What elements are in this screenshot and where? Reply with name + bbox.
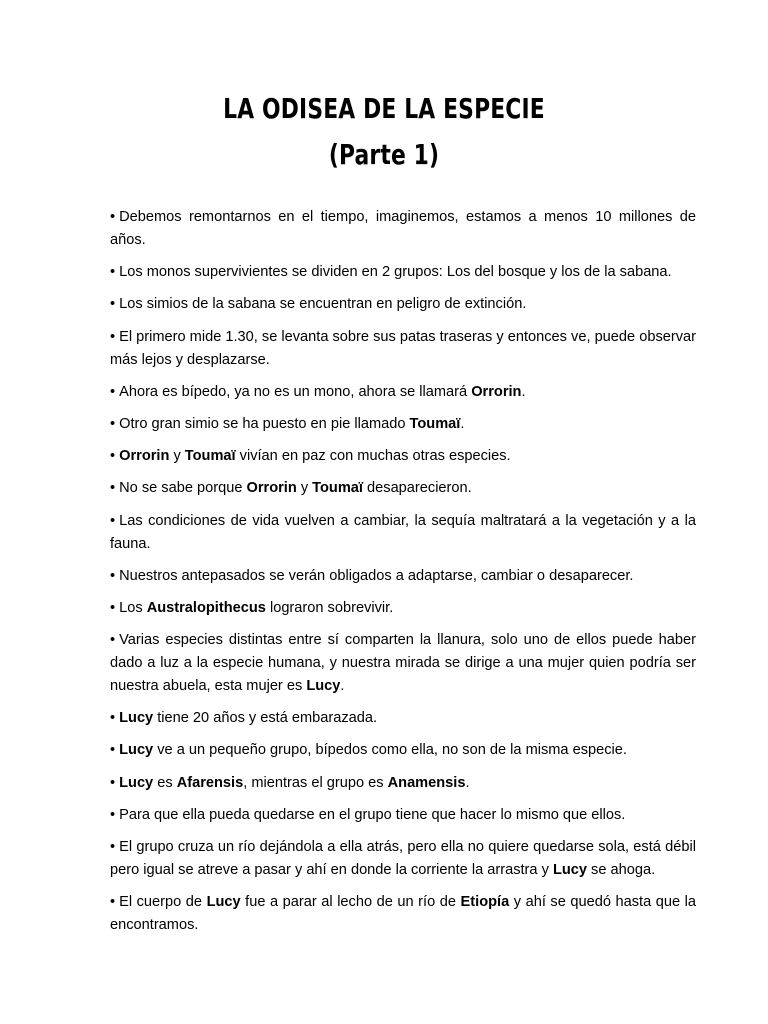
bold-term: Anamensis — [387, 774, 466, 791]
bullet-item — [110, 707, 696, 730]
text-segment: Varias especies distintas entre sí comparten la llanura, solo uno de ellos puede haber dado a luz a la especie humana, y nuestra mirada se dirige a una mujer quien podría ser nuestra abuela, esta mujer es — [110, 632, 696, 695]
bold-term: Orrorin — [471, 383, 522, 400]
document-title — [0, 86, 768, 178]
text-segment: , mientras el grupo es — [243, 774, 388, 791]
title-subtitle: (Parte 1) — [328, 138, 440, 171]
text-segment: . — [465, 774, 470, 791]
bold-term: Lucy — [119, 742, 154, 759]
text-segment: Nuestros antepasados se verán obligados a adaptarse, cambiar o desaparecer. — [119, 567, 634, 584]
bullet-item — [110, 445, 696, 468]
text-segment: Otro gran simio se ha puesto en pie llamado — [119, 415, 410, 432]
bullet-item — [110, 293, 696, 316]
text-segment: Las condiciones de vida vuelven a cambiar, la sequía maltratará a la vegetación y a la fauna. — [110, 512, 696, 552]
bullet-marker: • — [110, 296, 116, 313]
title-main: LA ODISEA DE LA ESPECIE — [223, 92, 545, 125]
bullet-item — [110, 629, 696, 698]
bullet-marker: • — [110, 512, 116, 529]
text-segment: . — [521, 383, 526, 400]
bullet-marker: • — [110, 632, 116, 649]
bullet-item — [110, 510, 696, 556]
bold-term: Lucy — [206, 894, 241, 911]
text-segment: desaparecieron. — [362, 480, 472, 497]
bullet-marker: • — [110, 415, 116, 432]
bullet-marker: • — [110, 806, 116, 823]
text-segment: Los — [119, 599, 147, 616]
bullet-marker: • — [110, 742, 116, 759]
bullet-marker: • — [110, 448, 116, 465]
text-segment: . — [460, 415, 465, 432]
text-segment: y — [296, 480, 313, 497]
bold-term: Toumaï — [409, 415, 461, 432]
bold-term: Toumaï — [312, 480, 363, 497]
bullet-marker: • — [110, 774, 116, 791]
bullet-list — [110, 206, 696, 946]
bullet-item — [110, 772, 696, 795]
text-segment: ve a un pequeño grupo, bípedos como ella, no son de la misma especie. — [153, 742, 627, 759]
text-segment: Los simios de la sabana se encuentran en peligro de extinción. — [119, 296, 527, 313]
bullet-item — [110, 326, 696, 372]
text-segment: Para que ella pueda quedarse en el grupo tiene que hacer lo mismo que ellos. — [119, 806, 626, 823]
bold-term: Orrorin — [246, 480, 297, 497]
bold-term: Afarensis — [176, 774, 244, 791]
text-segment: vivían en paz con muchas otras especies. — [235, 448, 511, 465]
text-segment: . — [340, 678, 345, 695]
text-segment: tiene 20 años y está embarazada. — [153, 710, 378, 727]
text-segment: y ahí se quedó hasta que la encontramos. — [110, 894, 697, 934]
bold-term: Lucy — [552, 862, 587, 878]
bullet-marker: • — [110, 383, 116, 400]
bullet-item — [110, 836, 696, 882]
bold-term: Lucy — [119, 774, 154, 791]
bold-term: Orrorin — [119, 448, 170, 465]
text-segment: lograron sobrevivir. — [265, 599, 394, 616]
bullet-item — [110, 891, 696, 937]
bullet-item — [110, 477, 696, 500]
bullet-marker: • — [110, 839, 116, 855]
bullet-item — [110, 597, 696, 620]
text-segment: fue a parar al lecho de un río de — [240, 894, 461, 911]
bullet-marker: • — [110, 894, 116, 911]
text-segment: se ahoga. — [587, 862, 656, 878]
bold-term: Lucy — [306, 678, 341, 695]
bullet-marker: • — [110, 710, 116, 727]
bullet-marker: • — [110, 209, 116, 225]
text-segment: El cuerpo de — [119, 894, 207, 911]
text-segment: es — [153, 774, 177, 791]
bold-term: Toumaï — [184, 448, 236, 465]
bullet-item — [110, 565, 696, 588]
bold-term: Lucy — [119, 710, 154, 727]
bullet-item — [110, 739, 696, 762]
bullet-marker: • — [110, 328, 116, 345]
bullet-item — [110, 413, 696, 436]
text-segment: y — [169, 448, 185, 465]
text-segment: Debemos remontarnos en el tiempo, imaginemos, estamos a menos 10 millones de años. — [110, 209, 696, 248]
bullet-marker: • — [110, 480, 116, 497]
bullet-marker: • — [110, 599, 116, 616]
bullet-item — [110, 381, 696, 404]
text-segment: El primero mide 1.30, se levanta sobre sus patas traseras y entonces ve, puede observar más lejos y desplazarse. — [110, 328, 696, 368]
bold-term: Australopithecus — [146, 599, 266, 616]
bullet-item — [110, 804, 696, 827]
bullet-item — [110, 261, 696, 284]
bold-term: Etiopía — [460, 894, 510, 911]
text-segment: El grupo cruza un río dejándola a ella atrás, pero ella no quiere quedarse sola, está débil pero igual se atreve a pasar y ahí en donde la corriente la arrastra y — [110, 839, 696, 878]
text-segment: No se sabe porque — [119, 480, 247, 497]
text-segment: Ahora es bípedo, ya no es un mono, ahora se llamará — [119, 383, 472, 400]
bullet-marker: • — [110, 567, 116, 584]
text-segment: Los monos supervivientes se dividen en 2 grupos: Los del bosque y los de la sabana. — [119, 264, 672, 281]
bullet-item — [110, 206, 696, 252]
bullet-marker: • — [110, 264, 116, 281]
